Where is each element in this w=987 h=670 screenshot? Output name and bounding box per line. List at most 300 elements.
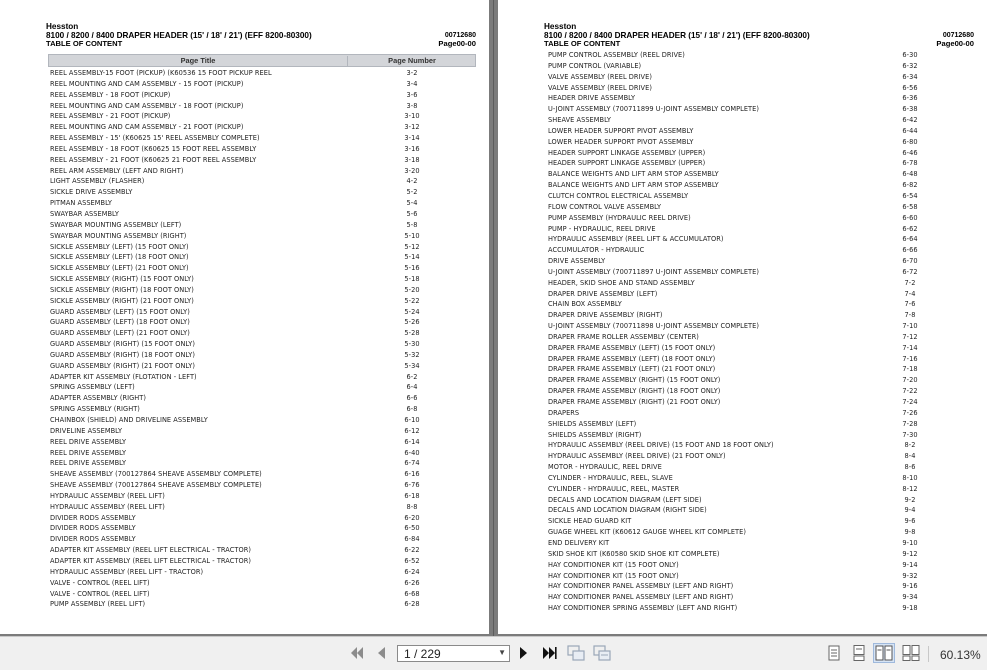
toc-row[interactable] [50, 90, 474, 101]
toc-row[interactable] [548, 267, 972, 278]
toc-row-title: SWAYBAR ASSEMBLY [50, 209, 119, 218]
toc-row-title: SHEAVE ASSEMBLY [548, 116, 612, 125]
toc-row[interactable] [50, 155, 474, 166]
toc-row-title: VALVE - CONTROL (REEL LIFT) [50, 589, 150, 598]
toc-row-title: REEL DRIVE ASSEMBLY [50, 437, 127, 446]
toc-row-title: HYDRAULIC ASSEMBLY (REEL LIFT) [50, 491, 165, 500]
toc-row[interactable] [548, 191, 972, 202]
toc-row[interactable] [50, 491, 474, 502]
toc-row[interactable] [548, 354, 972, 365]
toc-row-title: DRIVELINE ASSEMBLY [50, 426, 123, 435]
column-header-page-number: Page Number [347, 56, 476, 66]
toc-row[interactable] [50, 599, 474, 610]
toc-row-page-number: 9-12 [902, 549, 918, 558]
toc-row-title: U-JOINT ASSEMBLY (700711897 U-JOINT ASSEMBLY COMPLETE) [548, 267, 759, 276]
toc-row[interactable] [548, 364, 972, 375]
brand-name: Hesston [46, 22, 79, 31]
toc-row-page-number: 6-56 [902, 83, 918, 92]
toc-row-page-number: 8-4 [904, 452, 916, 461]
toc-row-page-number: 9-14 [902, 560, 918, 569]
column-header-page-title: Page Title [180, 56, 216, 65]
prev-page-icon [376, 646, 386, 660]
toc-row-title: PUMP CONTROL ASSEMBLY (REEL DRIVE) [548, 51, 685, 59]
two-page-continuous-icon [902, 645, 920, 661]
toc-row[interactable] [50, 350, 474, 361]
toc-row[interactable] [548, 495, 972, 506]
toc-row-title: SHIELDS ASSEMBLY (RIGHT) [548, 430, 642, 439]
toc-row-title: DIVIDER RODS ASSEMBLY [50, 535, 136, 544]
toc-row-page-number: 5-2 [406, 188, 418, 197]
toc-row-title: PUMP - HYDRAULIC, REEL DRIVE [548, 224, 656, 233]
toc-row-page-number: 7-10 [902, 322, 918, 331]
toc-row[interactable] [548, 289, 972, 300]
toc-row-page-number: 3-2 [406, 69, 418, 77]
toc-row-page-number: 6-42 [902, 116, 918, 125]
toc-row[interactable] [50, 567, 474, 578]
fit-page-button[interactable] [566, 645, 586, 661]
toc-row-page-number: 9-18 [902, 604, 918, 613]
toc-row-page-number: 6-18 [404, 491, 420, 500]
toc-row-title: REEL ARM ASSEMBLY (LEFT AND RIGHT) [50, 166, 184, 175]
toc-row-page-number: 7-8 [904, 311, 916, 320]
toc-row-title: PUMP CONTROL (VARIABLE) [548, 61, 642, 70]
single-page-icon [828, 645, 840, 661]
toc-row-title: DRAPER FRAME ASSEMBLY (LEFT) (18 FOOT ONLY) [548, 354, 716, 363]
toc-row-title: DECALS AND LOCATION DIAGRAM (LEFT SIDE) [548, 495, 702, 504]
toc-row-title: CHAINBOX (SHIELD) AND DRIVELINE ASSEMBLY [50, 416, 208, 424]
toc-row-page-number: 9-2 [904, 495, 916, 504]
toc-row-title: HYDRAULIC ASSEMBLY (REEL DRIVE) (15 FOOT AND 18 FOOT ONLY) [548, 441, 774, 450]
toc-row-title: REEL ASSEMBLY - 21 FOOT (PICKUP) [50, 112, 171, 121]
toc-row-page-number: 9-32 [902, 571, 918, 580]
page-label: Page00-00 [936, 39, 974, 48]
toc-row[interactable] [50, 480, 474, 491]
page-indicator: 1 / 229 [404, 647, 441, 661]
fit-width-button[interactable] [592, 645, 612, 661]
toc-row-title: CYLINDER - HYDRAULIC, REEL, SLAVE [548, 473, 673, 482]
toc-row-page-number: 6-46 [902, 148, 918, 157]
toc-row-page-number: 5-22 [404, 296, 420, 305]
toc-row-title: HEADER DRIVE ASSEMBLY [548, 94, 636, 103]
toc-row[interactable] [50, 426, 474, 437]
last-page-button[interactable] [539, 645, 559, 661]
zoom-level[interactable]: 60.13% [940, 648, 981, 662]
toc-row-title: SICKLE ASSEMBLY (RIGHT) (15 FOOT ONLY) [50, 275, 194, 284]
toc-row[interactable] [50, 220, 474, 231]
toc-row[interactable] [50, 556, 474, 567]
toc-row-page-number: 6-70 [902, 257, 918, 266]
toc-row-page-number: 7-26 [902, 408, 918, 417]
toc-row-title: GUARD ASSEMBLY (RIGHT) (18 FOOT ONLY) [50, 350, 195, 359]
continuous-view-button[interactable] [850, 645, 868, 661]
toc-row-page-number: 5-12 [404, 242, 420, 251]
toc-row-title: SICKLE ASSEMBLY (LEFT) (18 FOOT ONLY) [50, 253, 189, 262]
toc-row[interactable] [50, 578, 474, 589]
toc-row[interactable] [50, 502, 474, 513]
toc-row-title: HEADER SUPPORT LINKAGE ASSEMBLY (UPPER) [548, 159, 706, 168]
toc-row[interactable] [50, 589, 474, 600]
toc-row-title: DIVIDER RODS ASSEMBLY [50, 524, 136, 533]
toc-row[interactable] [548, 343, 972, 354]
toc-row[interactable] [50, 231, 474, 242]
toc-row-title: DRAPERS [548, 408, 580, 417]
toc-row-title: ADAPTER KIT ASSEMBLY (REEL LIFT ELECTRICAL - TRACTOR) [50, 546, 251, 555]
toc-row[interactable] [50, 545, 474, 556]
toc-row-title: REEL DRIVE ASSEMBLY [50, 448, 127, 457]
toc-row[interactable] [548, 527, 972, 538]
toc-row-title: DRAPER FRAME ASSEMBLY (RIGHT) (15 FOOT ONLY) [548, 376, 721, 385]
toc-row-page-number: 6-74 [404, 459, 420, 468]
toc-row-title: BALANCE WEIGHTS AND LIFT ARM STOP ASSEMBLY [548, 181, 719, 190]
toc-row[interactable] [50, 404, 474, 415]
toc-row[interactable] [50, 393, 474, 404]
toc-row-page-number: 6-4 [406, 383, 418, 392]
toc-row-title: SWAYBAR MOUNTING ASSEMBLY (LEFT) [50, 220, 182, 229]
toc-row[interactable] [50, 285, 474, 296]
toc-row[interactable] [548, 180, 972, 191]
toc-row[interactable] [548, 158, 972, 169]
toc-row[interactable] [548, 451, 972, 462]
toc-row-title: REEL MOUNTING AND CAM ASSEMBLY - 15 FOOT (PICKUP) [50, 79, 244, 88]
toc-row[interactable] [50, 339, 474, 350]
toc-row[interactable] [50, 372, 474, 383]
toc-row-page-number: 5-20 [404, 285, 420, 294]
toc-row-page-number: 3-18 [404, 155, 420, 164]
toc-row[interactable] [50, 198, 474, 209]
toc-row-page-number: 6-22 [404, 546, 420, 555]
toc-row-page-number: 7-22 [902, 387, 918, 396]
toc-row-title: HYDRAULIC ASSEMBLY (REEL LIFT & ACCUMULATOR) [548, 235, 724, 244]
toc-row[interactable] [548, 278, 972, 289]
toc-row-title: HAY CONDITIONER KIT (15 FOOT ONLY) [548, 571, 679, 580]
toc-row-title: HYDRAULIC ASSEMBLY (REEL LIFT) [50, 502, 165, 511]
toc-row[interactable] [50, 448, 474, 459]
two-page-continuous-view-button[interactable] [901, 645, 921, 661]
toc-row-page-number: 7-30 [902, 430, 918, 439]
toc-row-page-number: 7-2 [904, 278, 916, 287]
toc-row-page-number: 6-78 [902, 159, 918, 168]
toc-row[interactable] [548, 115, 972, 126]
toc-row[interactable] [50, 68, 474, 79]
toc-row[interactable] [50, 415, 474, 426]
toc-row[interactable] [548, 137, 972, 148]
toc-row[interactable] [50, 122, 474, 133]
toc-row-page-number: 7-6 [904, 300, 916, 309]
toc-row-page-number: 3-6 [406, 90, 418, 99]
toc-row-title: SICKLE ASSEMBLY (LEFT) (15 FOOT ONLY) [50, 242, 189, 251]
document-number: 00712680 [444, 32, 476, 39]
toc-row-title: HAY CONDITIONER KIT (15 FOOT ONLY) [548, 560, 679, 569]
toc-row[interactable] [548, 169, 972, 180]
toc-row[interactable] [50, 263, 474, 274]
document-number: 00712680 [942, 32, 974, 39]
toc-row[interactable] [548, 603, 972, 614]
toc-row-title: ADAPTER KIT ASSEMBLY (REEL LIFT ELECTRICAL - TRACTOR) [50, 556, 251, 565]
toc-row[interactable] [50, 144, 474, 155]
toc-row-title: FLOW CONTROL VALVE ASSEMBLY [548, 202, 662, 211]
toc-row-page-number: 9-4 [904, 506, 916, 515]
toc-row-title: DRAPER DRIVE ASSEMBLY (LEFT) [548, 289, 658, 298]
toc-row-title: SICKLE ASSEMBLY (LEFT) (21 FOOT ONLY) [50, 264, 189, 273]
toc-row[interactable] [50, 209, 474, 220]
toc-row-page-number: 6-80 [902, 137, 918, 146]
toc-row-title: SWAYBAR MOUNTING ASSEMBLY (RIGHT) [50, 231, 187, 240]
toc-row[interactable] [548, 386, 972, 397]
toc-row-title: DRAPER FRAME ASSEMBLY (RIGHT) (18 FOOT ONLY) [548, 387, 721, 396]
chevron-down-icon: ▼ [498, 648, 506, 657]
toc-row-page-number: 6-44 [902, 126, 918, 135]
toc-row-page-number: 6-12 [404, 426, 420, 435]
toc-row[interactable] [548, 430, 972, 441]
toc-row[interactable] [50, 252, 474, 263]
toc-row[interactable] [548, 72, 972, 83]
toc-row[interactable] [50, 328, 474, 339]
toc-row-title: SICKLE DRIVE ASSEMBLY [50, 188, 133, 197]
toc-row-page-number: 6-6 [406, 394, 418, 403]
toc-row-title: ACCUMULATOR - HYDRAULIC [548, 246, 645, 255]
toc-row-title: HYDRAULIC ASSEMBLY (REEL LIFT - TRACTOR) [50, 567, 204, 576]
toc-row-title: SICKLE HEAD GUARD KIT [548, 517, 632, 526]
toc-row-page-number: 6-28 [404, 600, 420, 609]
toc-row-title: END DELIVERY KIT [548, 538, 610, 547]
toc-row-page-number: 8-10 [902, 473, 918, 482]
toc-row-title: VALVE - CONTROL (REEL LIFT) [50, 578, 150, 587]
toc-row-title: HAY CONDITIONER SPRING ASSEMBLY (LEFT AND RIGHT) [548, 604, 738, 613]
toc-row[interactable] [548, 213, 972, 224]
toc-row-page-number: 5-6 [406, 209, 418, 218]
toc-row-title: SHIELDS ASSEMBLY (LEFT) [548, 419, 637, 428]
toc-list-right [548, 50, 972, 614]
toc-row-title: GUARD ASSEMBLY (RIGHT) (15 FOOT ONLY) [50, 340, 195, 349]
last-page-icon [542, 646, 557, 660]
toc-row-page-number: 7-18 [902, 365, 918, 374]
toc-row-page-number: 5-34 [404, 361, 420, 370]
page-number-select[interactable] [397, 645, 510, 662]
toc-row[interactable] [50, 361, 474, 372]
toc-row[interactable] [548, 549, 972, 560]
continuous-page-icon [853, 645, 865, 661]
toc-row-page-number: 6-50 [404, 524, 420, 533]
toc-row-title: GUARD ASSEMBLY (LEFT) (15 FOOT ONLY) [50, 307, 190, 316]
toc-row-title: DIVIDER RODS ASSEMBLY [50, 513, 136, 522]
toc-row[interactable] [548, 148, 972, 159]
toc-row[interactable] [50, 437, 474, 448]
document-title: 8100 / 8200 / 8400 DRAPER HEADER (15' / 18' / 21') (EFF 8200-80300) [46, 31, 312, 40]
toc-row[interactable] [50, 79, 474, 90]
toc-row-title: SICKLE ASSEMBLY (RIGHT) (21 FOOT ONLY) [50, 296, 194, 305]
toc-row-page-number: 4-2 [406, 177, 418, 186]
toc-row-page-number: 6-76 [404, 481, 420, 490]
toc-row[interactable] [548, 93, 972, 104]
toc-row[interactable] [548, 299, 972, 310]
toc-row[interactable] [548, 234, 972, 245]
two-page-view-button[interactable] [873, 643, 895, 663]
toc-row-page-number: 9-34 [902, 593, 918, 602]
toc-row-page-number: 6-54 [902, 191, 918, 200]
toc-row-title: U-JOINT ASSEMBLY (700711898 U-JOINT ASSEMBLY COMPLETE) [548, 322, 759, 331]
toc-row-page-number: 9-16 [902, 582, 918, 591]
toc-row-page-number: 6-24 [404, 567, 420, 576]
toc-row[interactable] [50, 458, 474, 469]
toc-row[interactable] [548, 581, 972, 592]
toc-row[interactable] [548, 473, 972, 484]
toc-row[interactable] [50, 133, 474, 144]
toc-row[interactable] [50, 111, 474, 122]
toc-row-page-number: 6-60 [902, 213, 918, 222]
toc-row-title: REEL ASSEMBLY-15 FOOT (PICKUP) (K60536 15 FOOT PICKUP REEL [50, 69, 272, 77]
toc-row[interactable] [548, 332, 972, 343]
toc-row[interactable] [548, 321, 972, 332]
toc-row-title: LOWER HEADER SUPPORT PIVOT ASSEMBLY [548, 126, 694, 135]
toc-row[interactable] [50, 534, 474, 545]
toc-row-page-number: 6-16 [404, 470, 420, 479]
toc-row[interactable] [548, 440, 972, 451]
toc-row-page-number: 3-10 [404, 112, 420, 121]
toc-row-title: ADAPTER ASSEMBLY (RIGHT) [50, 394, 146, 403]
page-header [46, 22, 476, 48]
toc-row-title: SPRING ASSEMBLY (RIGHT) [50, 405, 140, 414]
toc-row-page-number: 6-38 [902, 105, 918, 114]
toc-row-title: VALVE ASSEMBLY (REEL DRIVE) [548, 83, 652, 92]
toc-row-page-number: 5-8 [406, 220, 418, 229]
toc-row[interactable] [548, 83, 972, 94]
first-page-button[interactable] [348, 645, 366, 661]
toc-row[interactable] [50, 523, 474, 534]
page-label: Page00-00 [438, 39, 476, 48]
toc-row-page-number: 6-72 [902, 267, 918, 276]
toc-row[interactable] [50, 101, 474, 112]
single-page-view-button[interactable] [825, 645, 843, 661]
toc-row[interactable] [50, 274, 474, 285]
toc-row[interactable] [50, 296, 474, 307]
toc-row-page-number: 5-14 [404, 253, 420, 262]
toc-row[interactable] [548, 126, 972, 137]
toc-row[interactable] [548, 462, 972, 473]
toc-row-title: HAY CONDITIONER PANEL ASSEMBLY (LEFT AND RIGHT) [548, 593, 734, 602]
toc-row[interactable] [548, 224, 972, 235]
toc-row[interactable] [548, 505, 972, 516]
toc-row-title: GUAGE WHEEL KIT (K60612 GAUGE WHEEL KIT COMPLETE) [548, 528, 746, 537]
toc-row-page-number: 5-32 [404, 350, 420, 359]
toc-row-page-number: 5-16 [404, 264, 420, 273]
toc-row[interactable] [548, 516, 972, 527]
toc-row[interactable] [50, 317, 474, 328]
section-title: TABLE OF CONTENT [544, 39, 621, 48]
next-page-button[interactable] [516, 645, 532, 661]
toc-row-title: REEL ASSEMBLY - 15' (K60625 15' REEL ASSEMBLY COMPLETE) [50, 134, 260, 143]
toc-row[interactable] [50, 187, 474, 198]
toc-row[interactable] [50, 382, 474, 393]
toc-row-page-number: 3-20 [404, 166, 420, 175]
next-page-icon [519, 646, 529, 660]
toc-row[interactable] [548, 419, 972, 430]
toc-row-title: HYDRAULIC ASSEMBLY (REEL DRIVE) (21 FOOT ONLY) [548, 452, 726, 461]
toc-row[interactable] [548, 484, 972, 495]
toc-row[interactable] [548, 50, 972, 61]
toc-row[interactable] [50, 166, 474, 177]
toc-row[interactable] [548, 560, 972, 571]
fit-width-icon [593, 645, 611, 661]
toc-row[interactable] [50, 469, 474, 480]
toc-row-page-number: 6-84 [404, 535, 420, 544]
toc-row[interactable] [548, 61, 972, 72]
toc-row[interactable] [548, 375, 972, 386]
page-header [544, 22, 974, 48]
toc-row[interactable] [548, 256, 972, 267]
toc-row-title: CHAIN BOX ASSEMBLY [548, 300, 622, 309]
brand-name: Hesston [544, 22, 577, 31]
toc-row-page-number: 6-10 [404, 416, 420, 424]
toc-row-page-number: 6-30 [902, 51, 918, 59]
toolbar-separator [928, 646, 929, 662]
toc-row-title: GUARD ASSEMBLY (RIGHT) (21 FOOT ONLY) [50, 361, 195, 370]
toc-row-page-number: 7-28 [902, 419, 918, 428]
toc-row[interactable] [548, 408, 972, 419]
table-header [48, 54, 476, 67]
toc-row[interactable] [50, 513, 474, 524]
toc-row-title: VALVE ASSEMBLY (REEL DRIVE) [548, 72, 652, 81]
toc-row[interactable] [50, 176, 474, 187]
toc-row-page-number: 3-4 [406, 79, 418, 88]
toc-row-page-number: 8-2 [904, 441, 916, 450]
toc-row[interactable] [548, 310, 972, 321]
toc-row-page-number: 6-8 [406, 405, 418, 414]
toc-row-title: ADAPTER KIT ASSEMBLY (FLOTATION - LEFT) [50, 372, 197, 381]
two-page-icon [875, 645, 893, 661]
toc-row-title: REEL ASSEMBLY - 18 FOOT (PICKUP) [50, 90, 171, 99]
toc-row-page-number: 9-8 [904, 528, 916, 537]
toc-row[interactable] [548, 571, 972, 582]
toc-row-page-number: 5-4 [406, 199, 418, 208]
toc-row-title: SPRING ASSEMBLY (LEFT) [50, 383, 135, 392]
toc-row-title: DRAPER DRIVE ASSEMBLY (RIGHT) [548, 311, 663, 320]
toc-row-page-number: 8-12 [902, 484, 918, 493]
toc-row-page-number: 6-34 [902, 72, 918, 81]
toc-row[interactable] [548, 538, 972, 549]
toc-row[interactable] [548, 245, 972, 256]
toc-row-title: DRAPER FRAME ASSEMBLY (LEFT) (21 FOOT ONLY) [548, 365, 716, 374]
toc-row-title: PITMAN ASSEMBLY [50, 199, 113, 208]
toc-row[interactable] [50, 242, 474, 253]
toc-row-title: SHEAVE ASSEMBLY (700127864 SHEAVE ASSEMBLY COMPLETE) [50, 481, 262, 490]
toc-row[interactable] [548, 202, 972, 213]
toc-row-title: HAY CONDITIONER PANEL ASSEMBLY (LEFT AND RIGHT) [548, 582, 734, 591]
previous-page-button[interactable] [372, 645, 390, 661]
toc-row[interactable] [50, 307, 474, 318]
toc-row-page-number: 9-10 [902, 538, 918, 547]
toc-row-page-number: 7-16 [902, 354, 918, 363]
toc-row-page-number: 6-32 [902, 61, 918, 70]
toc-row-title: DRIVE ASSEMBLY [548, 257, 606, 266]
toc-row-page-number: 7-4 [904, 289, 916, 298]
document-title: 8100 / 8200 / 8400 DRAPER HEADER (15' / 18' / 21') (EFF 8200-80300) [544, 31, 810, 40]
toc-row-page-number: 6-58 [902, 202, 918, 211]
toc-row-title: REEL ASSEMBLY - 21 FOOT (K60625 21 FOOT REEL ASSEMBLY [50, 155, 257, 164]
page-gap [489, 0, 498, 636]
toc-row-page-number: 5-24 [404, 307, 420, 316]
toc-row-title: SHEAVE ASSEMBLY (700127864 SHEAVE ASSEMBLY COMPLETE) [50, 470, 262, 479]
toc-row[interactable] [548, 104, 972, 115]
toc-row-title: LOWER HEADER SUPPORT PIVOT ASSEMBLY [548, 137, 694, 146]
toc-row-title: DRAPER FRAME ASSEMBLY (LEFT) (15 FOOT ONLY) [548, 343, 716, 352]
toc-row-page-number: 6-68 [404, 589, 420, 598]
first-page-icon [350, 646, 364, 660]
toc-row-page-number: 7-14 [902, 343, 918, 352]
toc-row-title: REEL MOUNTING AND CAM ASSEMBLY - 21 FOOT (PICKUP) [50, 123, 244, 132]
toc-row[interactable] [548, 592, 972, 603]
toc-row[interactable] [548, 397, 972, 408]
toc-row-page-number: 6-52 [404, 556, 420, 565]
